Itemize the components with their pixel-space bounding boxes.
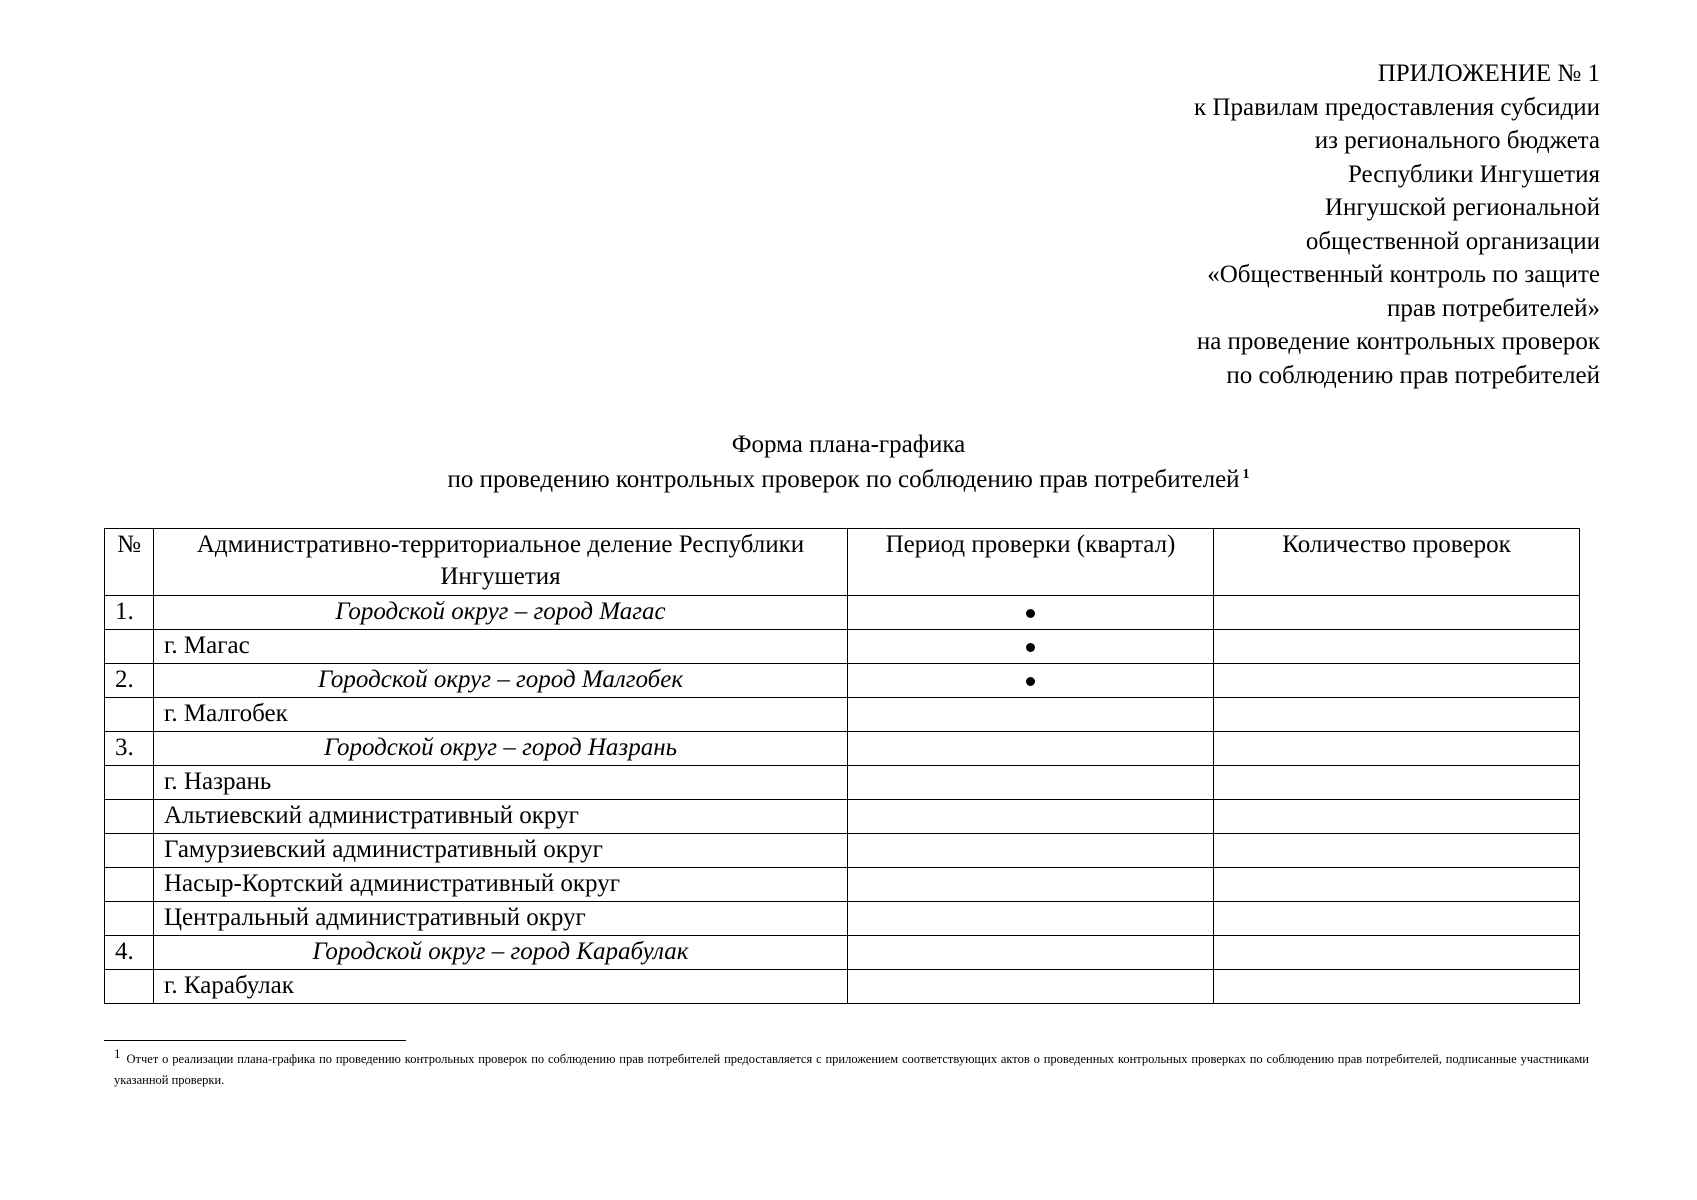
appendix-line: общественной организации [1305, 227, 1600, 255]
table-row [105, 664, 1580, 698]
row-number [105, 868, 154, 902]
count-cell[interactable] [1214, 834, 1580, 868]
district-name: Городской округ – город Карабулак [154, 936, 848, 970]
inspection-plan-table [104, 528, 1580, 1004]
footnote [114, 1045, 1589, 1091]
row-number: 4. [105, 936, 154, 970]
footnote-number: 1 [114, 1045, 121, 1061]
form-title-line-2-text: по проведению контрольных проверок по соблюдению прав потребителей [447, 466, 1240, 493]
period-cell[interactable] [848, 664, 1214, 698]
table-row [105, 766, 1580, 800]
locality-name: Гамурзиевский административный округ [154, 834, 848, 868]
appendix-line: к Правилам предоставления субсидии [1194, 93, 1600, 121]
appendix-line: из регионального бюджета [1314, 127, 1600, 154]
row-number [105, 970, 154, 1004]
period-cell[interactable] [848, 834, 1214, 868]
table-row [105, 596, 1580, 630]
locality-name: Альтиевский административный округ [154, 800, 848, 834]
appendix-header [980, 57, 1600, 392]
row-number: 1. [105, 596, 154, 630]
row-number: 2. [105, 664, 154, 698]
table-row [105, 834, 1580, 868]
period-cell[interactable] [848, 800, 1214, 834]
count-cell[interactable] [1214, 630, 1580, 664]
table-row [105, 868, 1580, 902]
row-number [105, 698, 154, 732]
locality-name: г. Карабулак [154, 970, 848, 1004]
row-number [105, 630, 154, 664]
count-cell[interactable] [1214, 766, 1580, 800]
table-row [105, 698, 1580, 732]
period-cell[interactable] [848, 970, 1214, 1004]
period-cell[interactable] [848, 868, 1214, 902]
footnote-reference[interactable]: 1 [1242, 466, 1250, 482]
table-body [105, 596, 1580, 1004]
form-title [0, 427, 1697, 497]
appendix-line: Ингушской региональной [1324, 194, 1600, 221]
locality-name: г. Малгобек [154, 698, 848, 732]
footnote-separator [104, 1040, 406, 1041]
footnote-text: Отчет о реализации плана-графика по проведению контрольных проверок по соблюдению прав потребителей предоставляется с приложением соответствующих актов о проведенных контрольных проверках по соблюдению прав потребителей, подписанные участниками указанной проверки. [114, 1052, 1589, 1087]
appendix-line: прав потребителей» [1387, 294, 1600, 322]
period-cell[interactable] [848, 732, 1214, 766]
count-cell[interactable] [1214, 936, 1580, 970]
appendix-line: по соблюдению прав потребителей [1226, 361, 1600, 389]
period-cell[interactable] [848, 630, 1214, 664]
form-title-line-1: Форма плана-графика [731, 431, 966, 458]
header-division: Административно-территориальное деление Республики Ингушетия [154, 529, 848, 596]
table-row [105, 630, 1580, 664]
count-cell[interactable] [1214, 596, 1580, 630]
table-row [105, 970, 1580, 1004]
appendix-line: «Общественный контроль по защите [1207, 261, 1600, 288]
table-row [105, 902, 1580, 936]
count-cell[interactable] [1214, 732, 1580, 766]
count-cell[interactable] [1214, 868, 1580, 902]
table-row [105, 732, 1580, 766]
table-row [105, 800, 1580, 834]
locality-name: г. Назрань [154, 766, 848, 800]
count-cell[interactable] [1214, 664, 1580, 698]
count-cell[interactable] [1214, 698, 1580, 732]
row-number [105, 766, 154, 800]
period-cell[interactable] [848, 766, 1214, 800]
district-name: Городской округ – город Назрань [154, 732, 848, 766]
period-cell[interactable] [848, 902, 1214, 936]
period-cell[interactable] [848, 596, 1214, 630]
period-cell[interactable] [848, 698, 1214, 732]
row-number: 3. [105, 732, 154, 766]
count-cell[interactable] [1214, 902, 1580, 936]
appendix-line: на проведение контрольных проверок [1196, 328, 1600, 355]
row-number [105, 800, 154, 834]
table-header-row [105, 529, 1580, 596]
header-count: Количество проверок [1214, 529, 1580, 596]
header-period: Период проверки (квартал) [848, 529, 1214, 596]
table-row [105, 936, 1580, 970]
count-cell[interactable] [1214, 970, 1580, 1004]
locality-name: г. Магас [154, 630, 848, 664]
row-number [105, 834, 154, 868]
bullet-icon [1026, 677, 1035, 686]
appendix-title: ПРИЛОЖЕНИЕ № 1 [1377, 60, 1600, 87]
bullet-icon [1026, 609, 1035, 618]
count-cell[interactable] [1214, 800, 1580, 834]
form-title-line-2 [0, 462, 1697, 497]
locality-name: Центральный административный округ [154, 902, 848, 936]
row-number [105, 902, 154, 936]
appendix-line: Республики Ингушетия [1347, 160, 1600, 188]
locality-name: Насыр-Кортский административный округ [154, 868, 848, 902]
bullet-icon [1026, 643, 1035, 652]
header-number: № [105, 529, 154, 596]
district-name: Городской округ – город Магас [154, 596, 848, 630]
district-name: Городской округ – город Малгобек [154, 664, 848, 698]
period-cell[interactable] [848, 936, 1214, 970]
